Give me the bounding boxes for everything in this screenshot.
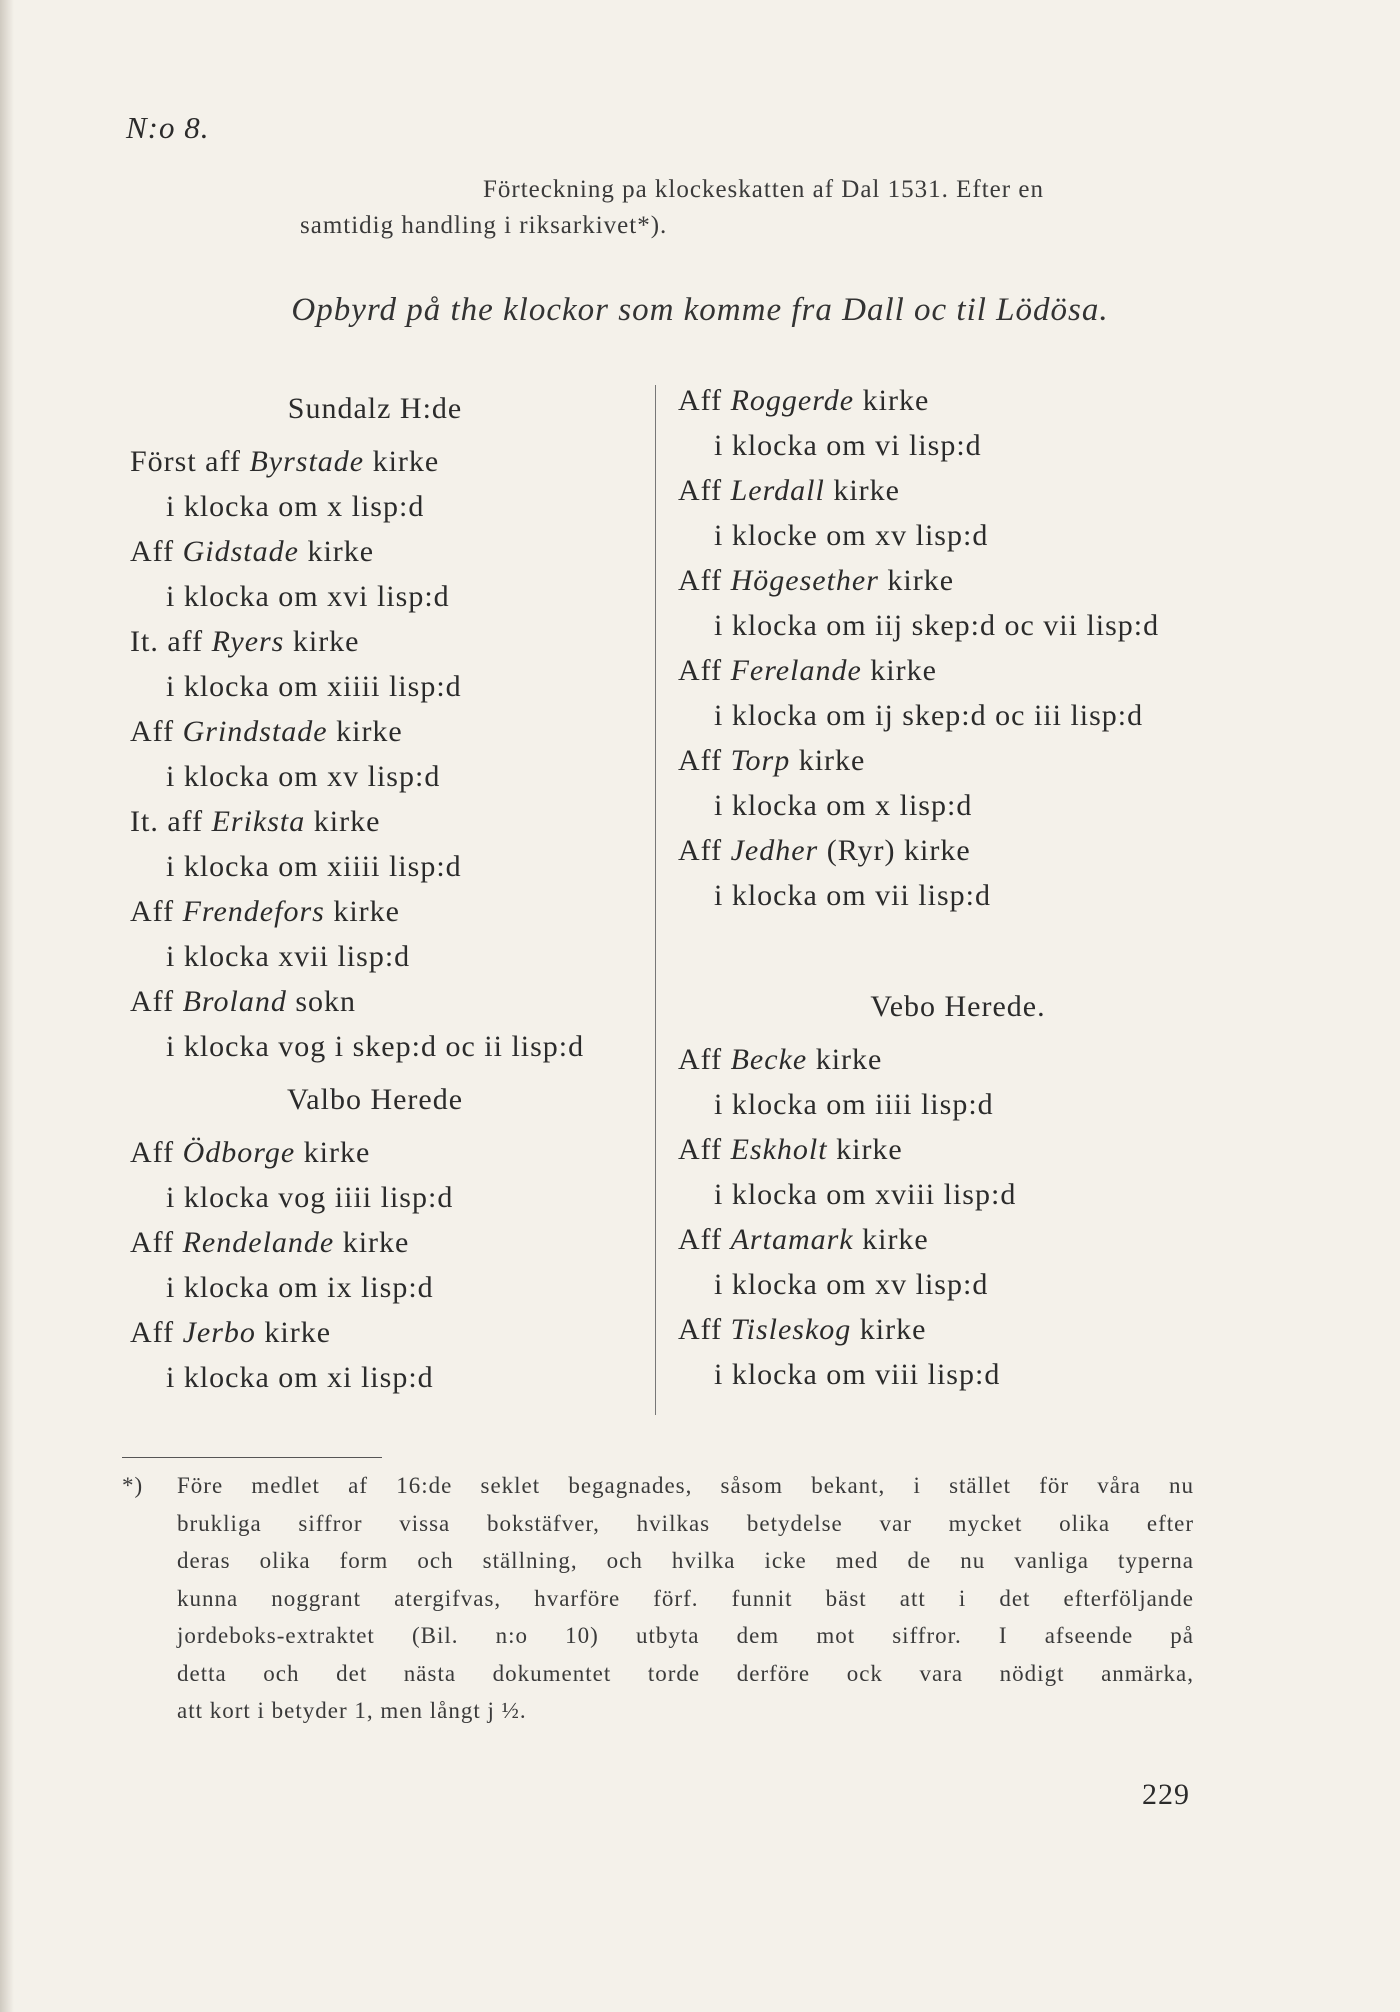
footnote-line: detta och det nästa dokumentet torde derföre ock vara nödigt anmärka, [177,1660,1194,1686]
parish-name: Högesether [730,564,879,597]
entry-prefix: Aff [678,654,731,687]
right-column [678,378,1238,1397]
entry-suffix: kirke [327,715,403,748]
entry-prefix: Först aff [130,445,250,478]
entry-suffix: kirke [255,1316,332,1349]
footnote-text: Före medlet af 16:de seklet begagnades, såsom bekant, i stället för våra nu [177,1473,1194,1498]
entry-prefix: Aff [678,834,731,867]
bell-detail: i klocka om x lisp:d [714,789,973,822]
entry-line [678,1307,1238,1352]
footnote-line [122,1467,1194,1505]
parish-name: Rendelande [182,1226,335,1259]
entry-line [130,1130,640,1175]
entry-prefix: Aff [678,564,731,597]
bell-detail: i klocka xvii lisp:d [166,940,411,973]
parish-name: Becke [730,1043,808,1076]
footnote-mark: *) [122,1473,144,1498]
parish-name: Grindstade [182,715,328,748]
parish-name: Eskholt [730,1133,828,1166]
entry-line [678,558,1238,603]
intro-line: Förteckning pa klockeskatten af Dal 1531. Efter en [483,176,1044,203]
bell-detail: i klocka om iij skep:d oc vii lisp:d [714,609,1160,642]
entry-line [130,709,640,754]
bell-detail: i klocka om xv lisp:d [714,1268,989,1301]
entry-suffix: kirke [853,1223,929,1256]
footnote [122,1467,1194,1730]
parish-name: Tisleskog [730,1313,852,1346]
intro-line: samtidig handling i riksarkivet*). [300,212,668,239]
section-header-sundalz: Sundalz H:de [287,392,463,425]
parish-name: Roggerde [730,384,855,417]
bell-detail: i klocka om vi lisp:d [714,429,982,462]
entry-suffix: kirke [827,1133,903,1166]
entry-suffix: kirke [334,1226,410,1259]
entry-line [130,619,640,664]
entry-prefix: Aff [678,744,731,777]
entry-prefix: It. aff [130,625,212,658]
entry-line [130,799,640,844]
bell-detail: i klocka om iiii lisp:d [714,1088,994,1121]
entry-prefix: It. aff [130,805,212,838]
entry-prefix: Aff [130,1136,183,1169]
section-spacer [678,918,1238,976]
entry-suffix: kirke [861,654,937,687]
bell-detail: i klocka om xi lisp:d [166,1361,434,1394]
bell-detail: i klocka om vii lisp:d [714,879,991,912]
entry-line [130,439,640,484]
entry-prefix: Aff [678,1043,731,1076]
bell-detail: i klocka om xv lisp:d [166,760,441,793]
entry-suffix: kirke [824,474,900,507]
entry-suffix: kirke [298,535,375,568]
bell-detail: i klocke om xv lisp:d [714,519,989,552]
continued-entries [678,378,1238,918]
entry-suffix: kirke [324,895,400,928]
entry-prefix: Aff [130,985,183,1018]
bell-detail: i klocka om ix lisp:d [166,1271,434,1304]
entry-line [130,529,640,574]
footnote-line: brukliga siffror vissa bokstäfver, hvilkas betydelse var mycket olika efter [177,1510,1194,1536]
footnote-line: jordeboks-extraktet (Bil. n:o 10) utbyta dem mot siffror. I afseende på [177,1623,1194,1648]
parish-name: Ödborge [182,1136,296,1169]
parish-name: Gidstade [182,535,299,568]
entry-suffix: (Ryr) kirke [818,834,971,867]
footnote-line: kunna noggrant atergifvas, hvarföre förf. funnit bäst att i det efterföljande [177,1585,1194,1611]
valbo-entries [130,1130,640,1400]
entry-prefix: Aff [130,1226,183,1259]
intro-paragraph [300,172,1220,244]
entry-suffix: kirke [851,1313,927,1346]
vebo-entries [678,1037,1238,1397]
bell-detail: i klocka om xvi lisp:d [166,580,450,613]
entry-suffix: kirke [854,384,930,417]
parish-name: Frendefors [182,895,325,928]
entry-line [678,1217,1238,1262]
parish-name: Jerbo [182,1316,256,1349]
parish-name: Torp [730,744,791,777]
bell-detail: i klocka vog i skep:d oc ii lisp:d [166,1030,585,1063]
entry-line [678,828,1238,873]
bell-detail: i klocka om xiiii lisp:d [166,670,462,703]
section-header-valbo: Valbo Herede [286,1083,464,1116]
entry-line [678,378,1238,423]
footnote-line: deras olika form och ställning, och hvilka icke med de nu vanliga typerna [177,1548,1194,1573]
column-divider [655,385,656,1415]
entry-line [678,738,1238,783]
entry-suffix: sokn [286,985,357,1018]
parish-name: Broland [182,985,287,1018]
parish-name: Ferelande [730,654,862,687]
entry-suffix: kirke [295,1136,371,1169]
section-header-vebo: Vebo Herede. [870,990,1046,1023]
entry-suffix: kirke [364,445,440,478]
entry-suffix: kirke [305,805,381,838]
bell-detail: i klocka om ij skep:d oc iii lisp:d [714,699,1144,732]
entry-line [678,1127,1238,1172]
entry-suffix: kirke [284,625,360,658]
entry-line [678,468,1238,513]
page-number: 229 [1142,1778,1190,1811]
entry-line [130,889,640,934]
parish-name: Ryers [211,625,285,658]
footnote-rule [122,1457,382,1458]
entry-prefix: Aff [678,1223,731,1256]
entry-prefix: Aff [678,474,731,507]
entry-line [678,648,1238,693]
bell-detail: i klocka om x lisp:d [166,490,425,523]
parish-name: Byrstade [249,445,365,478]
entry-suffix: kirke [790,744,866,777]
footnote-line: att kort i betyder 1, men långt j ½. [177,1698,527,1723]
entry-prefix: Aff [678,1313,731,1346]
entry-prefix: Aff [130,715,183,748]
bell-detail: i klocka om viii lisp:d [714,1358,1001,1391]
bell-detail: i klocka om xiiii lisp:d [166,850,462,883]
entry-prefix: Aff [678,1133,731,1166]
left-column [130,378,640,1400]
parish-name: Eriksta [211,805,306,838]
entry-line [130,979,640,1024]
entry-prefix: Aff [678,384,731,417]
bell-detail: i klocka om xviii lisp:d [714,1178,1017,1211]
parish-name: Artamark [730,1223,854,1256]
entry-line [678,1037,1238,1082]
entry-prefix: Aff [130,895,183,928]
parish-name: Lerdall [730,474,825,507]
document-title: Opbyrd på the klockor som komme fra Dall oc til Lödösa. [291,292,1109,328]
entry-line [130,1220,640,1265]
entry-suffix: kirke [807,1043,883,1076]
entry-prefix: Aff [130,1316,183,1349]
sundalz-entries [130,439,640,1069]
document-number-heading: N:o 8. [126,110,210,145]
bell-detail: i klocka vog iiii lisp:d [166,1181,454,1214]
parish-name: Jedher [730,834,819,867]
entry-prefix: Aff [130,535,183,568]
entry-suffix: kirke [878,564,955,597]
entry-line [130,1310,640,1355]
